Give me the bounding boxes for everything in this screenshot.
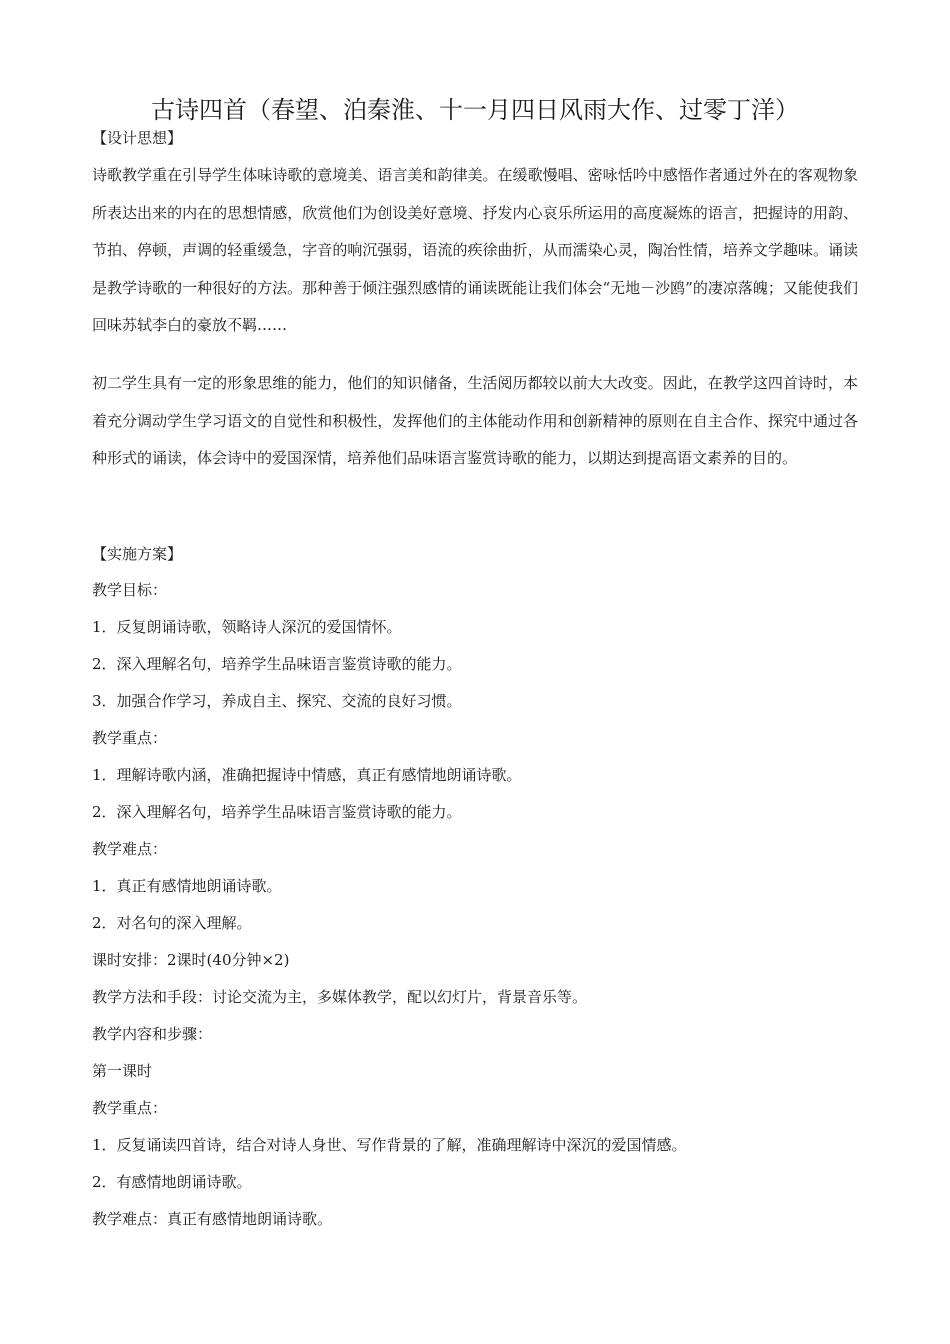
objective-item-2: 2．深入理解名句，培养学生品味语言鉴赏诗歌的能力。 — [92, 655, 462, 673]
content-steps-label: 教学内容和步骤： — [92, 1025, 213, 1043]
key-point-item-2: 2．深入理解名句，培养学生品味语言鉴赏诗歌的能力。 — [92, 803, 462, 821]
design-heading: 【设计思想】 — [92, 129, 183, 147]
lesson-difficulty-line: 教学难点：真正有感情地朗诵诗歌。 — [92, 1210, 333, 1228]
difficulties-label: 教学难点： — [92, 840, 168, 858]
design-paragraph-1: 诗歌教学重在引导学生体味诗歌的意境美、语言美和韵律美。在缓歌慢唱、密咏恬吟中感悟作者通过外在的客观物象所表达出来的内在的思想情感，欣赏他们为创设美好意境、抒发内心哀乐所运用的高度凝炼的语言，把握诗的用韵、节拍、停顿，声调的轻重缓急，字音的响沉强弱，语流的疾徐曲折，从而濡染心灵，陶冶性情，培养文学趣味。诵读是教学诗歌的一种很好的方法。那种善于倾注强烈感情的诵读既能让我们体会“无地－沙鸥”的凄凉落魄；又能使我们回味苏轼李白的豪放不羁…… — [92, 166, 858, 335]
objective-item-3: 3．加强合作学习，养成自主、探究、交流的良好习惯。 — [92, 692, 462, 710]
lesson-key-points-label: 教学重点： — [92, 1099, 168, 1117]
difficulty-item-2: 2．对名句的深入理解。 — [92, 914, 252, 932]
design-paragraph-2: 初二学生具有一定的形象思维的能力，他们的知识储备，生活阅历都较以前大大改变。因此，在教学这四首诗时，本着充分调动学生学习语文的自觉性和积极性，发挥他们的主体能动作用和创新精神的原则在自主合作、探究中通过各种形式的诵读，体会诗中的爱国深情，培养他们品味语言鉴赏诗歌的能力，以期达到提高语文素养的目的。 — [92, 374, 858, 468]
plan-heading: 【实施方案】 — [92, 545, 183, 563]
lesson-key-point-item-2: 2．有感情地朗诵诗歌。 — [92, 1173, 252, 1191]
methods-line: 教学方法和手段：讨论交流为主，多媒体教学，配以幻灯片，背景音乐等。 — [92, 988, 588, 1006]
schedule-line: 课时安排：2课时(40分钟×2) — [92, 951, 290, 969]
objectives-label: 教学目标： — [92, 581, 168, 599]
objective-item-1: 1．反复朗诵诗歌，领略诗人深沉的爱国情怀。 — [92, 618, 402, 636]
page-title: 古诗四首（春望、泊秦淮、十一月四日风雨大作、过零丁洋） — [151, 96, 799, 124]
difficulty-item-1: 1．真正有感情地朗诵诗歌。 — [92, 877, 282, 895]
key-point-item-1: 1．理解诗歌内涵，准确把握诗中情感，真正有感情地朗诵诗歌。 — [92, 766, 522, 784]
lesson-key-point-item-1: 1．反复诵读四首诗，结合对诗人身世、写作背景的了解，准确理解诗中深沉的爱国情感。 — [92, 1136, 687, 1154]
first-lesson-label: 第一课时 — [92, 1062, 153, 1080]
key-points-label: 教学重点： — [92, 729, 168, 747]
